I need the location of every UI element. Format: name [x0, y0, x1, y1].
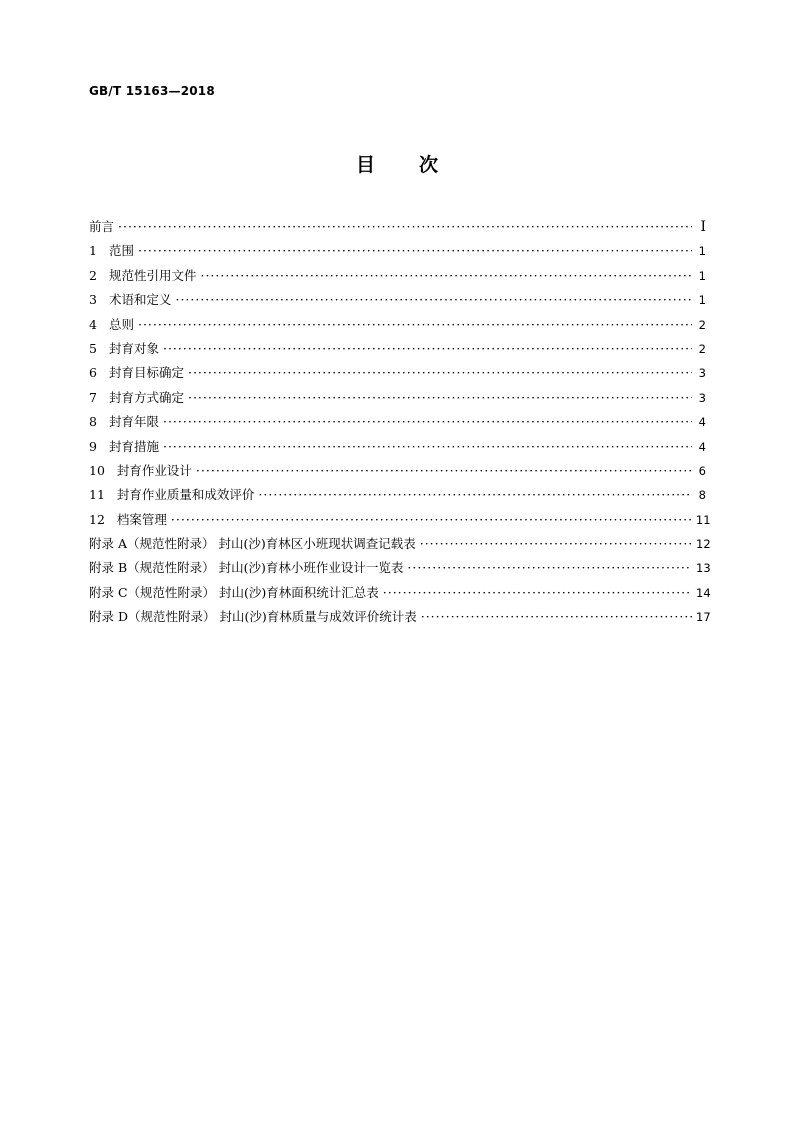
toc-section-number: 2: [89, 267, 97, 283]
toc-page-number: 8: [698, 488, 706, 503]
toc-page-number: 14: [696, 585, 711, 600]
toc-label: 封育措施: [108, 438, 159, 454]
page-title: [0, 150, 794, 177]
toc-label: 封育目标确定: [108, 365, 184, 381]
toc-page-number: 3: [698, 390, 706, 405]
toc-leader-dots: [163, 414, 692, 429]
toc-leader-dots: [171, 512, 692, 527]
toc-section-number: 11: [89, 487, 105, 503]
toc-entry-appendix-c[interactable]: [89, 583, 711, 607]
toc-label: 封育对象: [108, 340, 159, 356]
toc-page-number: 2: [698, 317, 706, 332]
toc-label: 档案管理: [116, 511, 167, 527]
toc-page-number: 11: [695, 512, 711, 527]
toc-leader-dots: [200, 268, 692, 283]
toc-section-number: 10: [89, 462, 105, 478]
toc-page-number: 2: [698, 341, 706, 356]
toc-page-number: 12: [696, 537, 711, 552]
document-code: GB/T 15163—2018: [89, 84, 215, 98]
toc-page-number: 4: [698, 415, 706, 430]
toc-section-number: 3: [89, 292, 97, 308]
toc-section-number: 4: [89, 316, 97, 332]
toc-section-number: 8: [89, 414, 97, 430]
toc-page-number: 13: [696, 561, 711, 576]
toc-label: 附录 C（规范性附录） 封山(沙)育林面积统计汇总表: [89, 584, 379, 600]
toc-label: 封育作业设计: [116, 462, 192, 478]
toc-leader-dots: [175, 292, 692, 307]
toc-entry-7[interactable]: [89, 388, 706, 412]
toc-entry-appendix-d[interactable]: [89, 607, 711, 631]
toc-leader-dots: [407, 560, 692, 575]
toc-section-number: 9: [89, 438, 97, 454]
title-char-1: 目: [355, 154, 375, 176]
toc-label: 封育作业质量和成效评价: [116, 487, 255, 503]
toc-leader-dots: [188, 365, 692, 380]
toc-label: 术语和定义: [108, 292, 172, 308]
toc-label: 总则: [108, 316, 134, 332]
toc-leader-dots: [421, 609, 692, 624]
toc-section-number: 7: [89, 389, 97, 405]
toc-entry-8[interactable]: [89, 412, 706, 436]
toc-page-number: 17: [696, 610, 711, 625]
toc-label: 附录 B（规范性附录） 封山(沙)育林小班作业设计一览表: [89, 560, 404, 576]
title-char-2: 次: [419, 154, 439, 176]
toc-entry-9[interactable]: [89, 437, 706, 461]
toc-leader-dots: [383, 585, 692, 600]
toc-leader-dots: [118, 219, 692, 234]
toc-entry-2[interactable]: [89, 266, 706, 290]
toc-leader-dots: [138, 317, 692, 332]
toc-label: 封育方式确定: [108, 389, 184, 405]
toc-page-number: 1: [698, 268, 706, 283]
toc-page-number: I: [700, 219, 706, 235]
toc-leader-dots: [420, 536, 692, 551]
toc-entry-12[interactable]: [89, 510, 711, 534]
toc-section-number: 6: [89, 365, 97, 381]
toc-page-number: 1: [698, 244, 706, 259]
toc-entry-1[interactable]: [89, 241, 706, 265]
toc-leader-dots: [188, 390, 692, 405]
toc-leader-dots: [163, 341, 692, 356]
toc-leader-dots: [258, 487, 692, 502]
toc-section-number: 1: [89, 243, 97, 259]
toc-leader-dots: [138, 243, 692, 258]
toc-entry-appendix-b[interactable]: [89, 558, 711, 582]
toc-label: 附录 D（规范性附录） 封山(沙)育林质量与成效评价统计表: [89, 609, 417, 625]
toc-label: 前言: [89, 219, 115, 234]
toc-page-number: 6: [698, 463, 706, 478]
toc-page-number: 3: [698, 366, 706, 381]
toc-entry-3[interactable]: [89, 290, 706, 314]
table-of-contents: [89, 217, 711, 632]
toc-section-number: 5: [89, 340, 97, 356]
toc-label: 封育年限: [108, 414, 159, 430]
toc-entry-6[interactable]: [89, 363, 706, 387]
toc-entry-5[interactable]: [89, 339, 706, 363]
toc-page-number: 4: [698, 439, 706, 454]
toc-entry-10[interactable]: [89, 461, 706, 485]
toc-label: 规范性引用文件: [108, 267, 197, 283]
toc-label: 附录 A（规范性附录） 封山(沙)育林区小班现状调查记载表: [89, 536, 416, 552]
toc-entry-appendix-a[interactable]: [89, 534, 711, 558]
toc-label: 范围: [108, 243, 134, 259]
toc-entry-4[interactable]: [89, 315, 706, 339]
toc-entry-foreword[interactable]: [89, 217, 706, 241]
toc-leader-dots: [163, 439, 692, 454]
toc-leader-dots: [196, 463, 692, 478]
toc-entry-11[interactable]: [89, 485, 706, 509]
toc-page-number: 1: [698, 293, 706, 308]
toc-section-number: 12: [89, 511, 105, 527]
